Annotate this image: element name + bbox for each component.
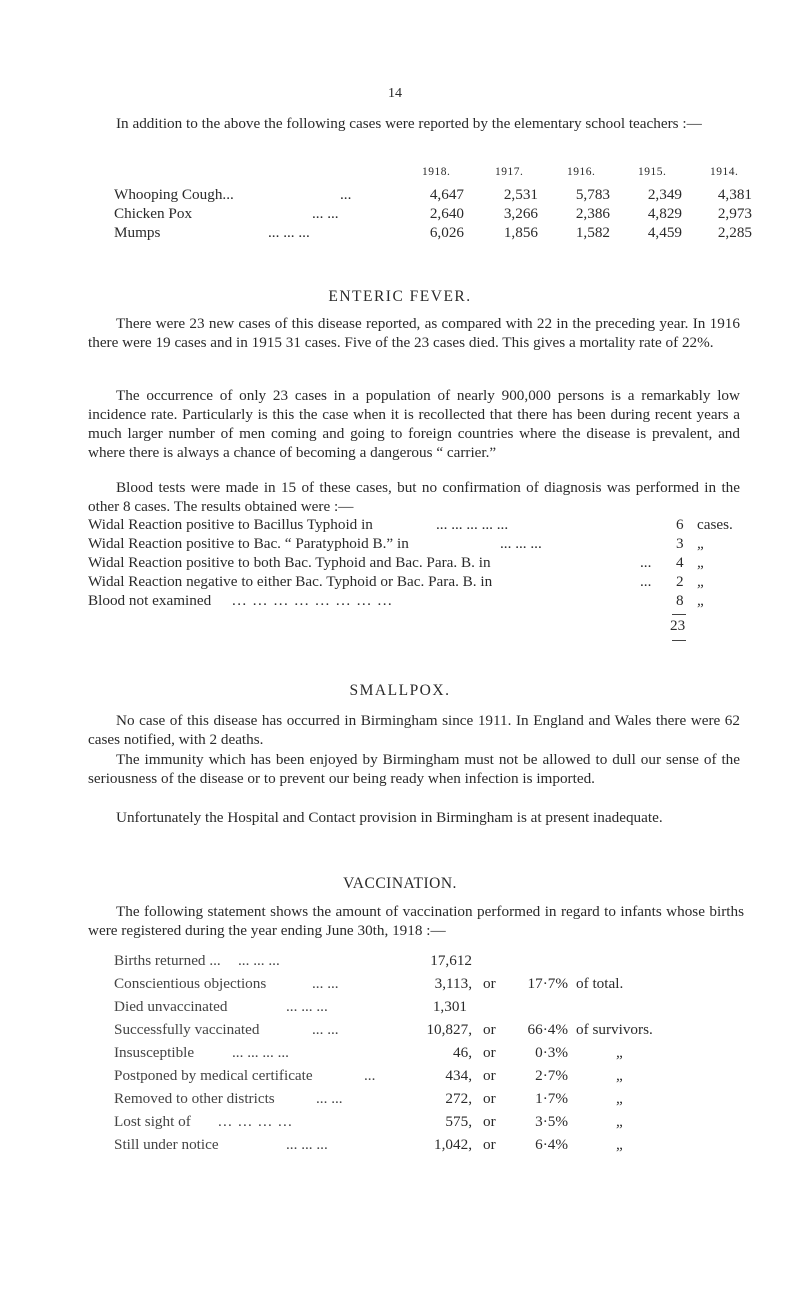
vaccination-row-value: 434, <box>445 1067 472 1084</box>
vaccination-row-value: 17,612 <box>430 952 472 969</box>
table-row-label: Chicken Pox <box>114 205 193 222</box>
vaccination-row-label: Births returned ... <box>114 952 221 969</box>
table-cell: 2,531 <box>503 186 538 203</box>
vaccination-row-note: „ <box>616 1090 623 1107</box>
vaccination-row-value: 3,113, <box>434 975 472 992</box>
result-dots: ... ... ... <box>500 535 542 552</box>
result-label: Blood not examined <box>88 592 212 609</box>
vaccination-row-dots: ... ... <box>312 1021 339 1038</box>
vaccination-row-value: 575, <box>445 1113 472 1130</box>
intro-paragraph <box>88 114 742 133</box>
table-cell: 1,856 <box>503 224 538 241</box>
vaccination-paragraph: The following statement shows the amount of vaccination performed in regard to infants whose births were registered during the year ending June 30th, 1918 :— <box>88 903 744 939</box>
result-label: Widal Reaction positive to Bac. “ Paratyphoid B.” in <box>88 535 409 552</box>
table-row-label: Mumps <box>114 224 161 241</box>
result-value: 4 <box>676 554 684 571</box>
vaccination-row-label: Successfully vaccinated <box>114 1021 260 1038</box>
result-value: 8 <box>676 592 684 609</box>
enteric-paragraph-2: The occurrence of only 23 cases in a population of nearly 900,000 persons is a remarkably low incidence rate. Particularly is this the case when it is recollected that there has been during recent years a much larger number of men coming and going to foreign countries where the disease is prevalent, and where there is always a chance of becoming a dangerous “ carrier.” <box>88 387 740 461</box>
table-cell: 5,783 <box>575 186 610 203</box>
vaccination-row-label: Removed to other districts <box>114 1090 275 1107</box>
table-cell: 2,349 <box>647 186 682 203</box>
vaccination-row-or: or <box>483 1136 496 1153</box>
vaccination-row-value: 46, <box>453 1044 472 1061</box>
table-cell: 4,647 <box>429 186 464 203</box>
vaccination-row-label: Lost sight of <box>114 1113 191 1130</box>
result-dots: ... <box>640 554 652 571</box>
vaccination-row-dots: ... ... ... ... <box>218 1113 293 1130</box>
result-unit: cases. <box>697 516 733 533</box>
vaccination-row-pct: 17·7% <box>527 975 568 992</box>
result-unit: „ <box>697 535 704 552</box>
section-heading-vaccination: VACCINATION. <box>343 875 457 892</box>
vaccination-row-value: 10,827, <box>426 1021 472 1038</box>
vaccination-row-dots: ... ... <box>312 975 339 992</box>
vaccination-row-label: Conscientious objections <box>114 975 267 992</box>
vaccination-row-or: or <box>483 1021 496 1038</box>
smallpox-paragraph-2: The immunity which has been enjoyed by Birmingham must not be allowed to dull our sense of the seriousness of the disease or to prevent our being ready when infection is imported. <box>88 751 740 787</box>
enteric-paragraph-1: There were 23 new cases of this disease reported, as compared with 22 in the preceding year. In 1916 there were 19 cases and in 1915 31 cases. Five of the 23 cases died. This gives a mortality rate of 22%. <box>88 315 740 351</box>
year-header: 1916. <box>567 166 596 178</box>
result-unit: „ <box>697 573 704 590</box>
vaccination-row-or: or <box>483 1067 496 1084</box>
vaccination-row-label: Insusceptible <box>114 1044 195 1061</box>
vaccination-row-note: of survivors. <box>576 1021 653 1038</box>
vaccination-row-or: or <box>483 975 496 992</box>
vaccination-row-pct: 3·5% <box>535 1113 568 1130</box>
vaccination-row-dots: ... ... ... <box>238 952 280 969</box>
results-total: 23 <box>670 617 686 634</box>
vaccination-row-pct: 0·3% <box>535 1044 568 1061</box>
vaccination-row-or: or <box>483 1090 496 1107</box>
vaccination-row-dots: ... ... ... <box>286 998 328 1015</box>
vaccination-row-or: or <box>483 1044 496 1061</box>
page-number: 14 <box>388 86 402 101</box>
result-label: Widal Reaction positive to Bacillus Typhoid in <box>88 516 373 533</box>
smallpox-paragraph-1: No case of this disease has occurred in Birmingham since 1911. In England and Wales there were 62 cases notified, with 2 deaths. <box>88 712 740 748</box>
table-cell: 2,640 <box>429 205 464 222</box>
vaccination-row-note: „ <box>616 1113 623 1130</box>
vaccination-row-dots: ... <box>364 1067 376 1084</box>
vaccination-row-pct: 2·7% <box>535 1067 568 1084</box>
vaccination-row-note: of total. <box>576 975 624 992</box>
vaccination-row-note: „ <box>616 1136 623 1153</box>
result-unit: „ <box>697 592 704 609</box>
vaccination-row-value: 1,301 <box>432 998 467 1015</box>
vaccination-row-or: or <box>483 1113 496 1130</box>
result-value: 6 <box>676 516 684 533</box>
table-cell: 2,973 <box>717 205 752 222</box>
table-row-dots: ... <box>340 186 352 203</box>
total-rule-top <box>672 614 686 615</box>
table-row-dots: ... ... <box>312 205 339 222</box>
vaccination-row-dots: ... ... <box>316 1090 343 1107</box>
enteric-paragraph-3: Blood tests were made in 15 of these cases, but no confirmation of diagnosis was performed in the other 8 cases. The results obtained were :— <box>88 479 740 515</box>
section-heading-smallpox: SMALLPOX. <box>349 682 451 699</box>
year-header: 1915. <box>638 166 667 178</box>
result-label: Widal Reaction negative to either Bac. Typhoid or Bac. Para. B. in <box>88 573 493 590</box>
table-cell: 6,026 <box>429 224 464 241</box>
table-cell: 2,386 <box>575 205 610 222</box>
vaccination-row-pct: 1·7% <box>535 1090 568 1107</box>
vaccination-row-pct: 6·4% <box>535 1136 568 1153</box>
smallpox-paragraph-3: Unfortunately the Hospital and Contact provision in Birmingham is at present inadequate. <box>116 809 663 826</box>
vaccination-row-value: 272, <box>445 1090 472 1107</box>
result-value: 2 <box>676 573 684 590</box>
intro-text: In addition to the above the following cases were reported by the elementary school teachers :— <box>116 115 702 132</box>
vaccination-row-dots: ... ... ... <box>286 1136 328 1153</box>
table-cell: 2,285 <box>717 224 752 241</box>
result-dots: ... <box>640 573 652 590</box>
result-label: Widal Reaction positive to both Bac. Typhoid and Bac. Para. B. in <box>88 554 491 571</box>
result-dots: ... ... ... ... ... ... ... ... <box>232 592 394 609</box>
vaccination-row-value: 1,042, <box>434 1136 472 1153</box>
table-row-label: Whooping Cough... <box>114 186 234 203</box>
table-cell: 3,266 <box>503 205 538 222</box>
section-heading-enteric: ENTERIC FEVER. <box>328 288 472 305</box>
result-dots: ... ... ... ... ... <box>436 516 509 533</box>
table-row-dots: ... ... ... <box>268 224 310 241</box>
result-value: 3 <box>676 535 684 552</box>
vaccination-row-note: „ <box>616 1044 623 1061</box>
table-cell: 4,381 <box>717 186 752 203</box>
total-rule-bottom <box>672 640 686 641</box>
vaccination-row-dots: ... ... ... ... <box>232 1044 289 1061</box>
year-header: 1918. <box>422 166 451 178</box>
table-cell: 1,582 <box>575 224 610 241</box>
table-cell: 4,459 <box>647 224 682 241</box>
vaccination-row-label: Still under notice <box>114 1136 219 1153</box>
vaccination-row-label: Died unvaccinated <box>114 998 228 1015</box>
table-cell: 4,829 <box>647 205 682 222</box>
year-header: 1914. <box>710 166 739 178</box>
vaccination-row-label: Postponed by medical certificate <box>114 1067 313 1084</box>
year-header: 1917. <box>495 166 524 178</box>
vaccination-row-note: „ <box>616 1067 623 1084</box>
result-unit: „ <box>697 554 704 571</box>
vaccination-row-pct: 66·4% <box>527 1021 568 1038</box>
